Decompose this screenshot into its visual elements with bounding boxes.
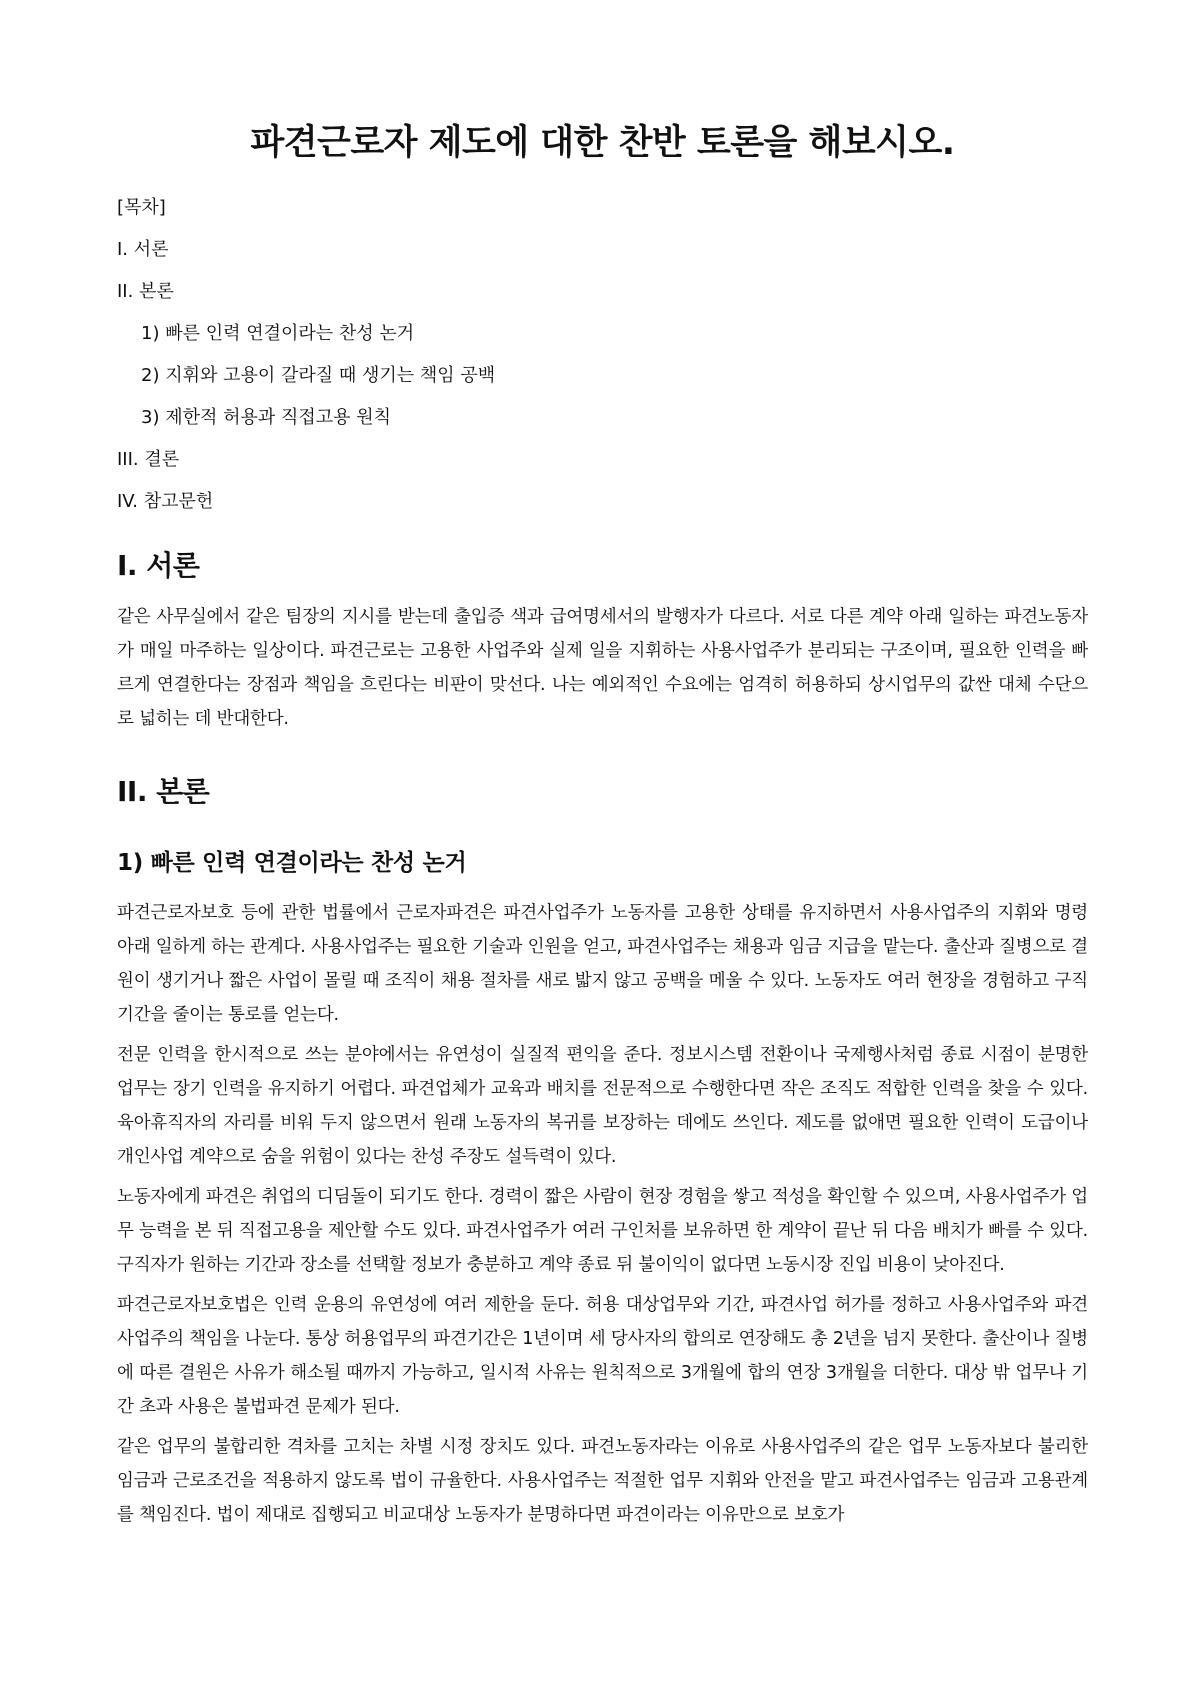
toc-item-references: IV. 참고문헌 [117, 491, 214, 512]
intro-heading: I. 서론 [117, 549, 200, 582]
body-heading: II. 본론 [117, 775, 210, 808]
table-of-contents [117, 194, 1088, 516]
body-paragraph: 노동자에게 파견은 취업의 디딤돌이 되기도 한다. 경력이 짧은 사람이 현장 경험을 쌓고 적성을 확인할 수 있으며, 사용사업주가 업무 능력을 본 뒤 직접고용을 제안할 수도 있다. 파견사업주가 여러 구인처를 보유하면 한 계약이 끝난 뒤 다음 배치가 빠를 수 있다. 구직자가 원하는 기간과 장소를 선택할 정보가 충분하고 계약 종료 뒤 불이익이 없다면 노동시장 진입 비용이 낮아진다. [117, 1187, 1088, 1275]
toc-item-conclusion: III. 결론 [117, 449, 180, 470]
toc-item-body: II. 본론 [117, 281, 174, 302]
subsection-1-heading: 1) 빠른 인력 연결이라는 찬성 논거 [117, 850, 467, 876]
body-paragraph: 전문 인력을 한시적으로 쓰는 분야에서는 유연성이 실질적 편익을 준다. 정보시스템 전환이나 국제행사처럼 종료 시점이 분명한 업무는 장기 인력을 유지하기 어렵다. 파견업체가 교육과 배치를 전문적으로 수행한다면 작은 조직도 적합한 인력을 찾을 수 있다. 육아휴직자의 자리를 비워 두지 않으면서 원래 노동자의 복귀를 보장하는 데에도 쓰인다. 제도를 없애면 필요한 인력이 도급이나 개인사업 계약으로 숨을 위험이 있다는 찬성 주장도 설득력이 있다. [117, 1045, 1088, 1167]
intro-paragraph: 같은 사무실에서 같은 팀장의 지시를 받는데 출입증 색과 급여명세서의 발행자가 다르다. 서로 다른 계약 아래 일하는 파견노동자가 매일 마주하는 일상이다. 파견근로는 고용한 사업주와 실제 일을 지휘하는 사용사업주가 분리되는 구조이며, 필요한 인력을 빠르게 연결한다는 장점과 책임을 흐린다는 비판이 맞선다. 나는 예외적인 수요에는 엄격히 허용하되 상시업무의 값싼 대체 수단으로 넓히는 데 반대한다. [117, 607, 1088, 729]
toc-item-intro: I. 서론 [117, 239, 169, 260]
body-paragraph: 파견근로자보호 등에 관한 법률에서 근로자파견은 파견사업주가 노동자를 고용한 상태를 유지하면서 사용사업주의 지휘와 명령 아래 일하게 하는 관계다. 사용사업주는 필요한 기술과 인원을 얻고, 파견사업주는 채용과 임금 지급을 맡는다. 출산과 질병으로 결원이 생기거나 짧은 사업이 몰릴 때 조직이 채용 절차를 새로 밟지 않고 공백을 메울 수 있다. 노동자도 여러 현장을 경험하고 구직 기간을 줄이는 통로를 얻는다. [117, 903, 1088, 1025]
body-paragraph: 같은 업무의 불합리한 격차를 고치는 차별 시정 장치도 있다. 파견노동자라는 이유로 사용사업주의 같은 업무 노동자보다 불리한 임금과 근로조건을 적용하지 않도록 법이 규율한다. 사용사업주는 적절한 업무 지휘와 안전을 맡고 파견사업주는 임금과 고용관계를 책임진다. 법이 제대로 집행되고 비교대상 노동자가 분명하다면 파견이라는 이유만으로 보호가 [117, 1437, 1088, 1525]
toc-item-body-sub3: 3) 제한적 허용과 직접고용 원칙 [141, 407, 392, 428]
document-title: 파견근로자 제도에 대한 찬반 토론을 해보시오. [250, 123, 955, 163]
toc-item-body-sub1: 1) 빠른 인력 연결이라는 찬성 논거 [141, 323, 415, 344]
toc-heading: [목차] [117, 197, 166, 218]
body-paragraph: 파견근로자보호법은 인력 운용의 유연성에 여러 제한을 둔다. 허용 대상업무와 기간, 파견사업 허가를 정하고 사용사업주와 파견사업주의 책임을 나눈다. 통상 허용업무의 파견기간은 1년이며 세 당사자의 합의로 연장해도 총 2년을 넘지 못한다. 출산이나 질병에 따른 결원은 사유가 해소될 때까지 가능하고, 일시적 사유는 원칙적으로 3개월에 합의 연장 3개월을 더한다. 대상 밖 업무나 기간 초과 사용은 불법파견 문제가 된다. [117, 1295, 1088, 1417]
toc-item-body-sub2: 2) 지휘와 고용이 갈라질 때 생기는 책임 공백 [141, 365, 496, 386]
